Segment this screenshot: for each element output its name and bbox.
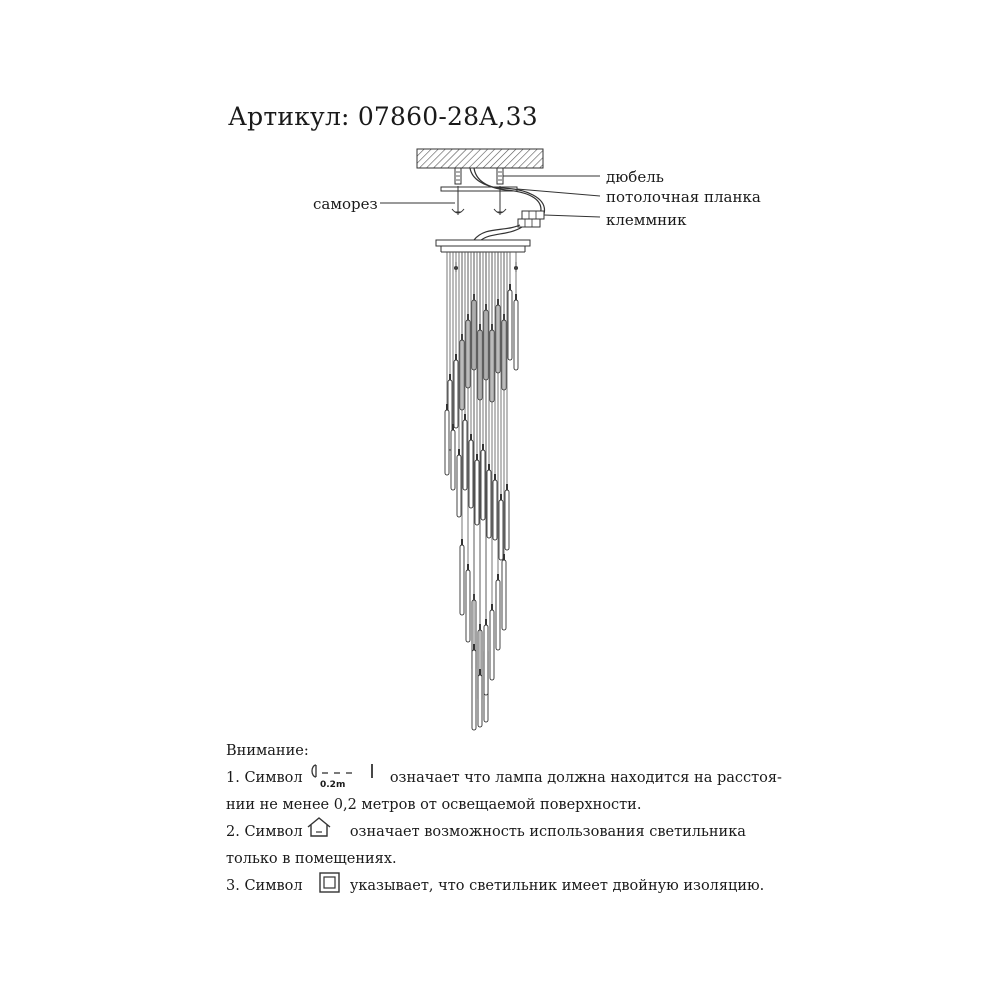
notes-block: [226, 738, 786, 900]
note-3-prefix: 3. Символ: [226, 878, 303, 894]
crystal-tube: [505, 490, 509, 550]
note-2-line-2: только в помещениях.: [226, 851, 397, 867]
crystal-tube: [496, 580, 500, 650]
dowel-right: [497, 168, 503, 184]
note-1-line-1: [226, 765, 786, 792]
crystal-tube: [445, 410, 449, 475]
notes-heading: Внимание:: [226, 743, 309, 759]
dowel-left: [455, 168, 461, 184]
crystal-tube: [481, 450, 485, 520]
crystal-tube: [502, 560, 506, 630]
crystal-tube: [475, 460, 479, 525]
crystal-tube: [499, 500, 503, 560]
crystal-tube: [469, 440, 473, 508]
note-1-text-a: означает что лампа должна находится на расстоя-: [389, 770, 782, 786]
crystal-tube: [466, 570, 470, 642]
crystal-tube: [514, 300, 518, 370]
crystal-tube: [487, 470, 491, 538]
canopy: [436, 240, 530, 246]
note-3-line: [226, 873, 786, 900]
label-terminal-block: клеммник: [606, 211, 687, 229]
article-title: Артикул: 07860-28A,33: [228, 102, 538, 131]
crystal-tube: [490, 610, 494, 680]
crystal-tube: [508, 290, 512, 360]
note-3-text: указывает, что светильник имеет двойную изоляцию.: [349, 878, 765, 894]
crystal-tube: [463, 420, 467, 490]
label-ceiling-plate: потолочная планка: [606, 188, 761, 206]
note-1-prefix: 1. Символ: [226, 770, 303, 786]
note-1-line-2: нии не менее 0,2 метров от освещаемой поверхности.: [226, 797, 642, 813]
leader-lines: [380, 176, 600, 217]
crystal-tube: [493, 480, 497, 540]
note-2-text-a: означает возможность использования светильника: [349, 824, 746, 840]
crystal-tube: [460, 545, 464, 615]
label-dowel: дюбель: [606, 168, 664, 186]
label-screw: саморез: [313, 195, 378, 213]
pendant-group: [445, 252, 518, 730]
distance-symbol-label: 0.2m: [320, 780, 346, 790]
note-2-prefix: 2. Символ: [226, 824, 303, 840]
note-2-line-1: [226, 819, 786, 846]
crystal-tube: [478, 675, 482, 727]
ceiling-slab: [417, 149, 543, 168]
terminal-block: [518, 211, 544, 227]
crystal-tube: [451, 430, 455, 490]
crystal-tube: [454, 360, 458, 428]
crystal-tube: [457, 455, 461, 517]
crystal-tube: [472, 650, 476, 730]
crystal-tube: [484, 625, 488, 695]
